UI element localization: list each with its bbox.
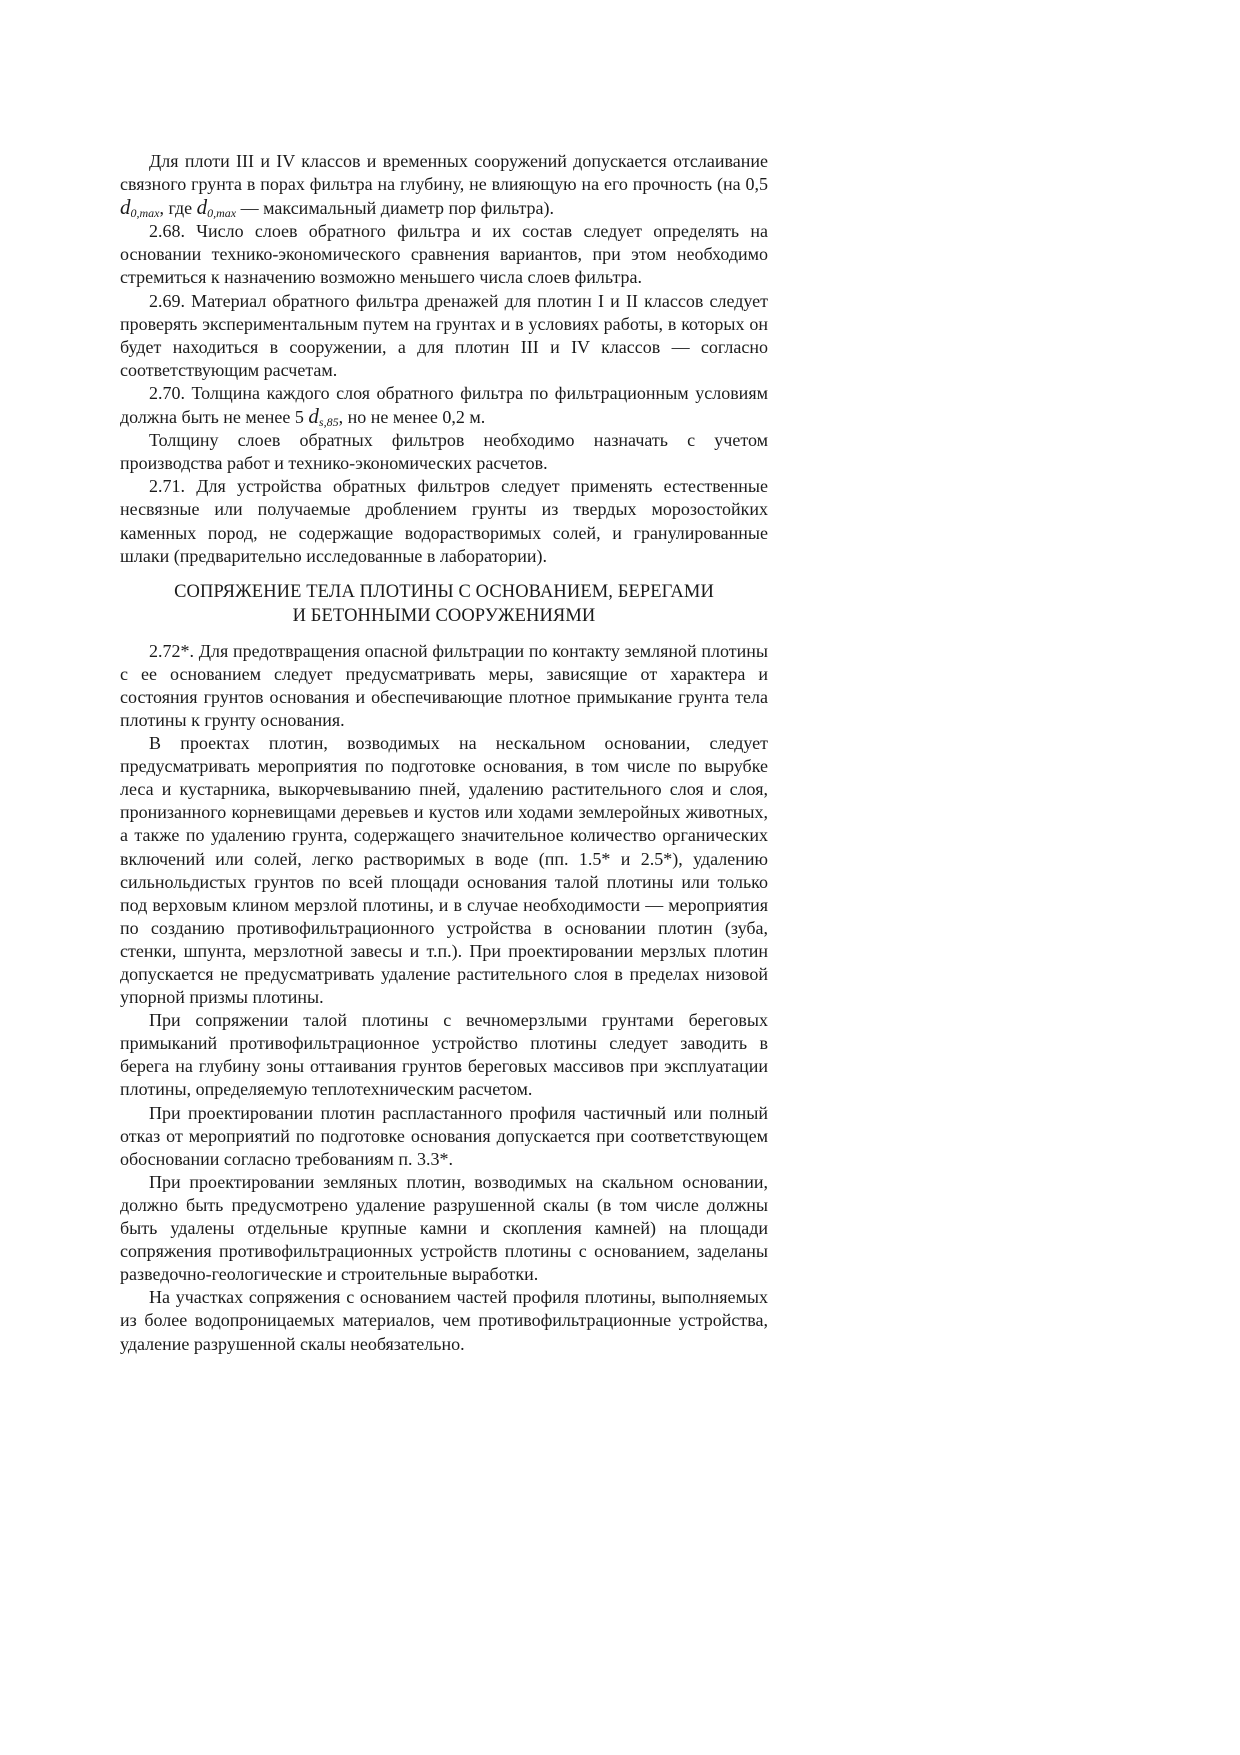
paragraph-non-rock-foundation: В проектах плотин, возводимых на нескальном основании, следует предусматривать мероприятия по подготовке основания, в том числе по вырубке леса и кустарника, выкорчевыванию пней, удалению растительного слоя и слоя, пронизанного корневищами деревьев и кустов или ходами землеройных животных, а также по удалению грунта, содержащего значительное количество органических включений или солей, легко растворимых в воде (пп. 1.5* и 2.5*), удалению сильнольдистых грунтов по всей площади основания талой плотины или только под верховым клином мерзлой плотины, и в случае необходимости — мероприятия по созданию противофильтрационного устройства в основании плотин (зуба, стенки, шпунта, мерзлотной завесы и т.п.). При проектировании мерзлых плотин допускается не предусматривать удаление растительного слоя в пределах низовой упорной призмы плотины.	[120, 733, 768, 1008]
paragraph-text: 2.70. Толщина каждого слоя обратного фильтра по фильтрационным условиям должна быть не менее 5	[120, 382, 768, 428]
paragraph-filter-thickness: Толщину слоев обратных фильтров необходимо назначать с учетом производства работ и технико-экономических расчетов.	[120, 430, 768, 474]
section-heading-line-2: И БЕТОННЫМИ СООРУЖЕНИЯМИ	[292, 605, 596, 626]
formula-d0max: $d_{0,max}$	[196, 195, 237, 221]
formula-d0max: $d_{0,max}$	[120, 195, 160, 221]
paragraph-rock-foundation: При проектировании земляных плотин, возводимых на скальном основании, должно быть предусмотрено удаление разрушенной скалы (в том числе должны быть удалены отдельные крупные камни и скопления камней) на площади сопряжения противофильтрационных устройств плотины с основанием, заделаны разведочно-геологические и строительные выработки.	[120, 1171, 768, 1285]
paragraph-permissible-peeling	[120, 150, 768, 220]
formula-ds85: $d_{s,85}$	[308, 404, 339, 430]
paragraph-text: — максимальный диаметр пор фильтра).	[236, 198, 555, 219]
section-heading-line-1: СОПРЯЖЕНИЕ ТЕЛА ПЛОТИНЫ С ОСНОВАНИЕМ, БЕРЕГАМИ	[174, 581, 714, 602]
document-page	[120, 150, 768, 1356]
paragraph-2-69: 2.69. Материал обратного фильтра дренажей для плотин I и II классов следует проверять экспериментальным путем на грунтах и в условиях работы, в которых он будет находиться в сооружении, а для плотин III и IV классов — согласно соответствующим расчетам.	[120, 290, 768, 380]
paragraph-spread-profile: При проектировании плотин распластанного профиля частичный или полный отказ от мероприятий по подготовке основания допускается при соответствующем обосновании согласно требованиям п. 3.3*.	[120, 1102, 768, 1169]
paragraph-permafrost-abutments: При сопряжении талой плотины с вечномерзлыми грунтами береговых примыканий противофильтрационное устройство плотины следует заводить в берега на глубину зоны оттаивания грунтов береговых массивов при эксплуатации плотины, определяемую теплотехническим расчетом.	[120, 1010, 768, 1100]
paragraph-text: , где	[159, 198, 197, 219]
paragraph-permeable-parts: На участках сопряжения с основанием частей профиля плотины, выполняемых из более водопроницаемых материалов, чем противофильтрационные устройства, удаление разрушенной скалы необязательно.	[120, 1287, 768, 1354]
paragraph-2-68: 2.68. Число слоев обратного фильтра и их состав следует определять на основании технико-экономического сравнения вариантов, при этом необходимо стремиться к назначению возможно меньшего числа слоев фильтра.	[120, 221, 768, 288]
paragraph-2-71: 2.71. Для устройства обратных фильтров следует применять естественные несвязные или получаемые дроблением грунты из твердых морозостойких каменных пород, не содержащие водорастворимых солей, и гранулированные шлаки (предварительно исследованные в лаборатории).	[120, 476, 768, 566]
paragraph-2-70	[120, 382, 768, 429]
section-heading	[120, 580, 768, 628]
paragraph-2-72: 2.72*. Для предотвращения опасной фильтрации по контакту земляной плотины с ее основанием следует предусматривать меры, зависящие от характера и состояния грунтов основания и обеспечивающие плотное примыкание грунта тела плотины к грунту основания.	[120, 640, 768, 730]
paragraph-text: , но не менее 0,2 м.	[338, 407, 486, 428]
paragraph-text: Для плоти III и IV классов и временных сооружений допускается отслаивание связного грунта в порах фильтра на глубину, не влияющую на его прочность (на 0,5	[120, 151, 768, 195]
